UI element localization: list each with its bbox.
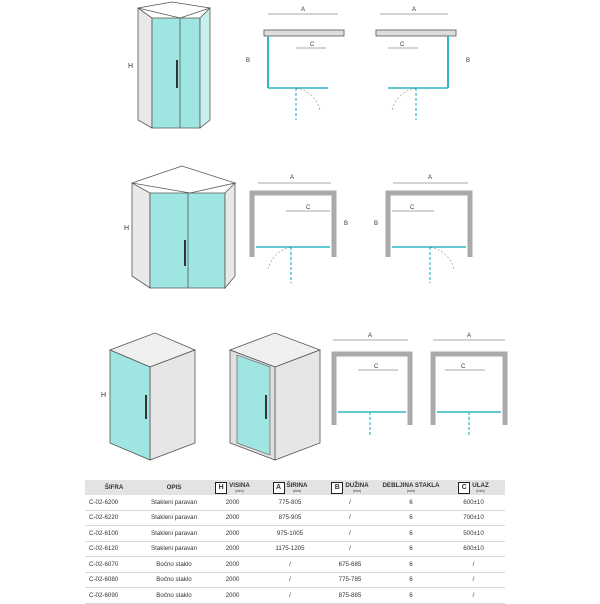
- table-row: [85, 572, 505, 588]
- cell-duzina: /: [320, 510, 380, 526]
- dim-letter-b: B: [246, 58, 251, 64]
- cell-duzina: /: [320, 526, 380, 542]
- cell-duzina: 675-685: [320, 557, 380, 573]
- cell-sifra: C-02-6090: [85, 588, 143, 604]
- cell-duzina: /: [320, 541, 380, 557]
- cell-sifra: C-02-6100: [85, 526, 143, 542]
- header-ulaz-unit: (mm): [476, 488, 485, 493]
- cell-opis: Stakleni paravan: [143, 526, 205, 542]
- cell-debljina: 6: [380, 510, 442, 526]
- cell-duzina: 775-785: [320, 572, 380, 588]
- cell-ulaz: 700±10: [442, 510, 505, 526]
- dim-letter-c: C: [310, 42, 315, 48]
- dim-letter-a: A: [301, 7, 306, 13]
- header-debljina-unit: (mm): [406, 489, 416, 493]
- table-body: [85, 495, 505, 603]
- cell-opis: Stakleni paravan: [143, 495, 205, 510]
- cell-duzina: 875-885: [320, 588, 380, 604]
- header-sirina: [260, 480, 320, 495]
- cell-sirina: /: [260, 588, 320, 604]
- cell-ulaz: /: [442, 572, 505, 588]
- cell-visina: 2000: [205, 541, 260, 557]
- shower-plan-view-3: [246, 165, 356, 295]
- header-sirina-unit: (mm): [292, 488, 302, 493]
- shower-3d-view-corner: [110, 0, 240, 135]
- header-visina-label: VISINA: [229, 481, 250, 489]
- dim-letter-c-2: C: [400, 42, 405, 48]
- cell-visina: 2000: [205, 557, 260, 573]
- cell-debljina: 6: [380, 495, 442, 510]
- cell-visina: 2000: [205, 572, 260, 588]
- shower-plan-view-6: [425, 330, 515, 440]
- cell-sirina: 1175-1205: [260, 541, 320, 557]
- dim-letter-h: H: [128, 63, 134, 70]
- header-debljina: [380, 480, 442, 495]
- cell-sirina: 775-805: [260, 495, 320, 510]
- cell-sifra: C-02-6080: [85, 572, 143, 588]
- badge-c: C: [458, 482, 470, 494]
- cell-sirina: /: [260, 572, 320, 588]
- table-header-row: [85, 480, 505, 495]
- cell-sirina: 975-1005: [260, 526, 320, 542]
- table-row: [85, 526, 505, 542]
- cell-opis: Stakleni paravan: [143, 510, 205, 526]
- cell-opis: Bočno staklo: [143, 557, 205, 573]
- cell-visina: 2000: [205, 495, 260, 510]
- dim-letter-c-5: C: [374, 364, 379, 370]
- shower-3d-view-side-panel: [95, 325, 210, 465]
- header-sifra: ŠIFRA: [85, 480, 143, 495]
- shower-plan-view-4: [368, 165, 478, 295]
- cell-sifra: C-02-6120: [85, 541, 143, 557]
- dim-letter-c-3: C: [306, 205, 311, 211]
- cell-ulaz: 600±10: [442, 541, 505, 557]
- dim-letter-a-3: A: [290, 175, 295, 181]
- header-ulaz-label: ULAZ: [472, 481, 489, 489]
- cell-visina: 2000: [205, 588, 260, 604]
- shower-plan-view-1: [238, 0, 348, 130]
- dim-letter-b-4: B: [374, 221, 379, 227]
- dim-letter-a-6: A: [467, 333, 472, 339]
- dim-letter-b-2: B: [466, 58, 471, 64]
- cell-ulaz: 500±10: [442, 526, 505, 542]
- header-sirina-label: ŠIRINA: [286, 481, 308, 489]
- specs-table: [85, 480, 505, 604]
- dim-letter-a-4: A: [428, 175, 433, 181]
- table-row: [85, 510, 505, 526]
- cell-sirina: /: [260, 557, 320, 573]
- cell-opis: Bočno staklo: [143, 588, 205, 604]
- header-visina: [205, 480, 260, 495]
- shower-3d-view-niche: [110, 158, 245, 298]
- table-row: [85, 557, 505, 573]
- table-row: [85, 495, 505, 510]
- cell-debljina: 6: [380, 572, 442, 588]
- cell-sifra: C-02-6070: [85, 557, 143, 573]
- shower-3d-view-sliding: [225, 325, 325, 465]
- dim-letter-h-2: H: [124, 225, 130, 232]
- table-row: [85, 541, 505, 557]
- header-duzina: [320, 480, 380, 495]
- cell-visina: 2000: [205, 526, 260, 542]
- cell-sirina: 875-905: [260, 510, 320, 526]
- cell-ulaz: 600±10: [442, 495, 505, 510]
- dim-letter-c-4: C: [410, 205, 415, 211]
- cell-visina: 2000: [205, 510, 260, 526]
- dim-letter-h-3: H: [101, 392, 107, 399]
- badge-a: A: [273, 482, 285, 494]
- cell-duzina: /: [320, 495, 380, 510]
- shower-plan-view-2: [368, 0, 478, 130]
- header-debljina-label: DEBLJINA STAKLA: [382, 482, 440, 489]
- header-opis: OPIS: [143, 480, 205, 495]
- cell-sifra: C-02-6200: [85, 495, 143, 510]
- dim-letter-a-5: A: [368, 333, 373, 339]
- cell-debljina: 6: [380, 526, 442, 542]
- table-row: [85, 588, 505, 604]
- cell-debljina: 6: [380, 557, 442, 573]
- header-duzina-label: DUŽINA: [345, 481, 369, 489]
- header-duzina-unit: (mm): [352, 488, 362, 493]
- dim-letter-b-3: B: [344, 221, 349, 227]
- shower-plan-view-5: [328, 330, 423, 440]
- cell-ulaz: /: [442, 588, 505, 604]
- badge-h: H: [215, 482, 227, 494]
- cell-ulaz: /: [442, 557, 505, 573]
- dim-letter-c-6: C: [461, 364, 466, 370]
- cell-debljina: 6: [380, 588, 442, 604]
- header-ulaz: [442, 480, 505, 495]
- cell-opis: Stakleni paravan: [143, 541, 205, 557]
- dim-letter-a-2: A: [412, 7, 417, 13]
- cell-opis: Bočno staklo: [143, 572, 205, 588]
- header-visina-unit: (mm): [235, 488, 244, 493]
- badge-b: B: [331, 482, 343, 494]
- cell-sifra: C-02-6220: [85, 510, 143, 526]
- cell-debljina: 6: [380, 541, 442, 557]
